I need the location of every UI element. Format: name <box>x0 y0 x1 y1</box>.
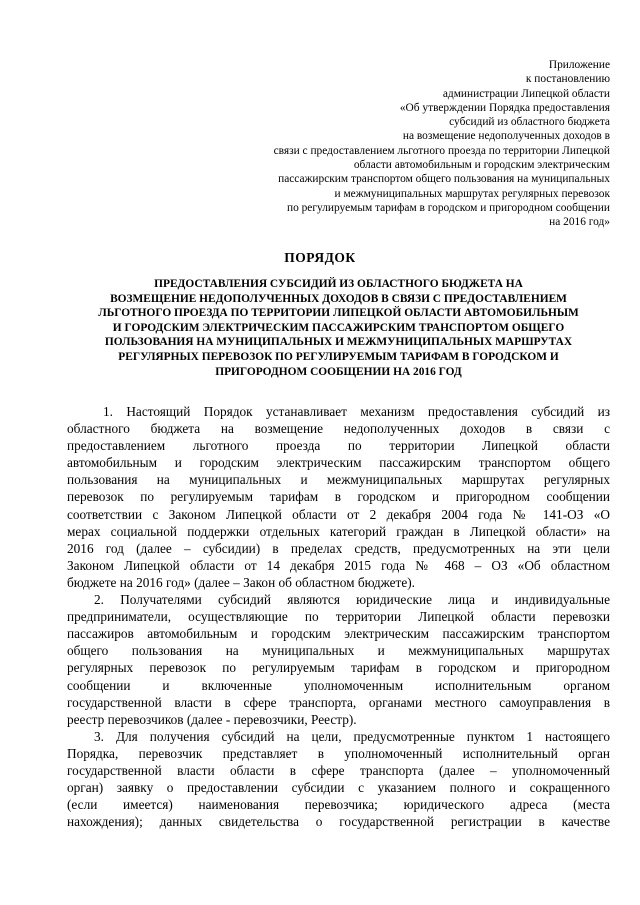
body-line: регулярных перевозок по регулируемым тарифам в городском и пригородном <box>67 660 610 676</box>
appendix-line: и межмуниципальных маршрутах регулярных перевозок <box>334 187 610 200</box>
subtitle-line: ПРИГОРОДНОМ СООБЩЕНИИ НА 2016 ГОД <box>215 365 462 378</box>
body-line: государственной власти области в сфере транспорта (далее – уполномоченный <box>67 762 610 778</box>
appendix-line: по регулируемым тарифам в городском и пригородном сообщении <box>286 201 610 214</box>
body-line: бюджете на 2016 год» (далее – Закон об областном бюджете). <box>67 574 415 590</box>
body-line: мерах социальной поддержки отдельных категорий граждан в Липецкой области» на <box>67 523 610 539</box>
body-line: общего пользования на муниципальных и межмуниципальных маршрутах <box>67 643 610 659</box>
body-line: перевозок по регулируемым тарифам в городском и пригородном сообщении <box>67 489 610 505</box>
appendix-line: на возмещение недополученных доходов в <box>402 130 610 143</box>
body-line: соответствии с Законом Липецкой области от 2 декабря 2004 года № 141-ОЗ «О <box>67 506 610 522</box>
appendix-line: области автомобильным и городским электрическим <box>353 159 610 172</box>
document-body <box>67 403 610 830</box>
appendix-line: субсидий из областного бюджета <box>449 116 610 129</box>
body-line: Законом Липецкой области от 14 декабря 2015 года № 468 – ОЗ «Об областном <box>67 557 610 573</box>
subtitle-line: ЛЬГОТНОГО ПРОЕЗДА ПО ТЕРРИТОРИИ ЛИПЕЦКОЙ ОБЛАСТИ АВТОМОБИЛЬНЫМ <box>98 307 579 320</box>
appendix-line: пассажирским транспортом общего пользования на муниципальных <box>278 173 610 186</box>
body-line: реестр перевозчиков (далее - перевозчики, Реестр). <box>67 711 357 727</box>
appendix-line: связи с предоставлением льготного проезда по территории Липецкой <box>273 144 610 157</box>
subtitle-line: ВОЗМЕЩЕНИЕ НЕДОПОЛУЧЕННЫХ ДОХОДОВ В СВЯЗИ С ПРЕДОСТАВЛЕНИЕМ <box>110 292 567 305</box>
appendix-block <box>190 58 610 230</box>
paragraph-2 <box>67 591 610 728</box>
body-line: государственной власти в сфере транспорта, органами местного самоуправления в <box>67 694 610 710</box>
appendix-line: Приложение <box>548 59 610 71</box>
subtitle-line: ПРЕДОСТАВЛЕНИЯ СУБСИДИЙ ИЗ ОБЛАСТНОГО БЮДЖЕТА НА <box>154 278 523 290</box>
appendix-line: на 2016 год» <box>549 216 610 229</box>
paragraph-3 <box>67 728 610 831</box>
body-line: пользования на муниципальных и межмуниципальных маршрутах регулярных <box>67 472 610 488</box>
document-subtitle <box>67 277 610 379</box>
subtitle-line: ПОЛЬЗОВАНИЯ НА МУНИЦИПАЛЬНЫХ И МЕЖМУНИЦИПАЛЬНЫХ МАРШРУТАХ <box>104 336 573 349</box>
document-title: ПОРЯДОК <box>284 250 356 265</box>
body-line: областного бюджета на возмещение недополученных доходов в связи с <box>67 421 610 437</box>
body-line: 2016 год (далее – субсидии) в пределах средств, предусмотренных на эти цели <box>67 540 610 556</box>
body-line: 3. Для получения субсидий на цели, предусмотренные пунктом 1 настоящего <box>94 728 610 744</box>
body-line: орган) заявку о предоставлении субсидии с указанием полного и сокращенного <box>67 780 610 796</box>
body-line: (если имеется) наименования перевозчика; юридического адреса (места <box>67 797 610 813</box>
appendix-line: «Об утверждении Порядка предоставления <box>399 101 610 114</box>
body-line: 1. Настоящий Порядок устанавливает механизм предоставления субсидий из <box>103 404 610 419</box>
appendix-line: администрации Липецкой области <box>442 87 610 100</box>
body-line: автомобильным и городским электрическим пассажирским транспортом общего <box>67 455 610 471</box>
body-line: 2. Получателями субсидий являются юридические лица и индивидуальные <box>94 592 610 608</box>
subtitle-line: И ГОРОДСКИМ ЭЛЕКТРИЧЕСКИМ ПАССАЖИРСКИМ ТРАНСПОРТОМ ОБЩЕГО <box>112 321 565 334</box>
paragraph-1 <box>67 403 610 591</box>
body-line: нахождения); данных свидетельства о государственной регистрации в качестве <box>67 814 610 830</box>
subtitle-line: РЕГУЛЯРНЫХ ПЕРЕВОЗОК ПО РЕГУЛИРУЕМЫМ ТАРИФАМ В ГОРОДСКОМ И <box>118 350 559 363</box>
body-line: пассажиров автомобильным и городским электрическим пассажирским транспортом <box>67 626 610 642</box>
body-line: предприниматели, осуществляющие по территории Липецкой области перевозки <box>67 609 610 625</box>
body-line: предоставлением льготного проезда по территории Липецкой области <box>67 438 610 454</box>
appendix-line: к постановлению <box>525 73 610 86</box>
body-line: Порядка, перевозчик представляет в уполномоченный исполнительный орган <box>67 745 610 761</box>
body-line: сообщении и включенные уполномоченным исполнительным органом <box>67 677 610 693</box>
